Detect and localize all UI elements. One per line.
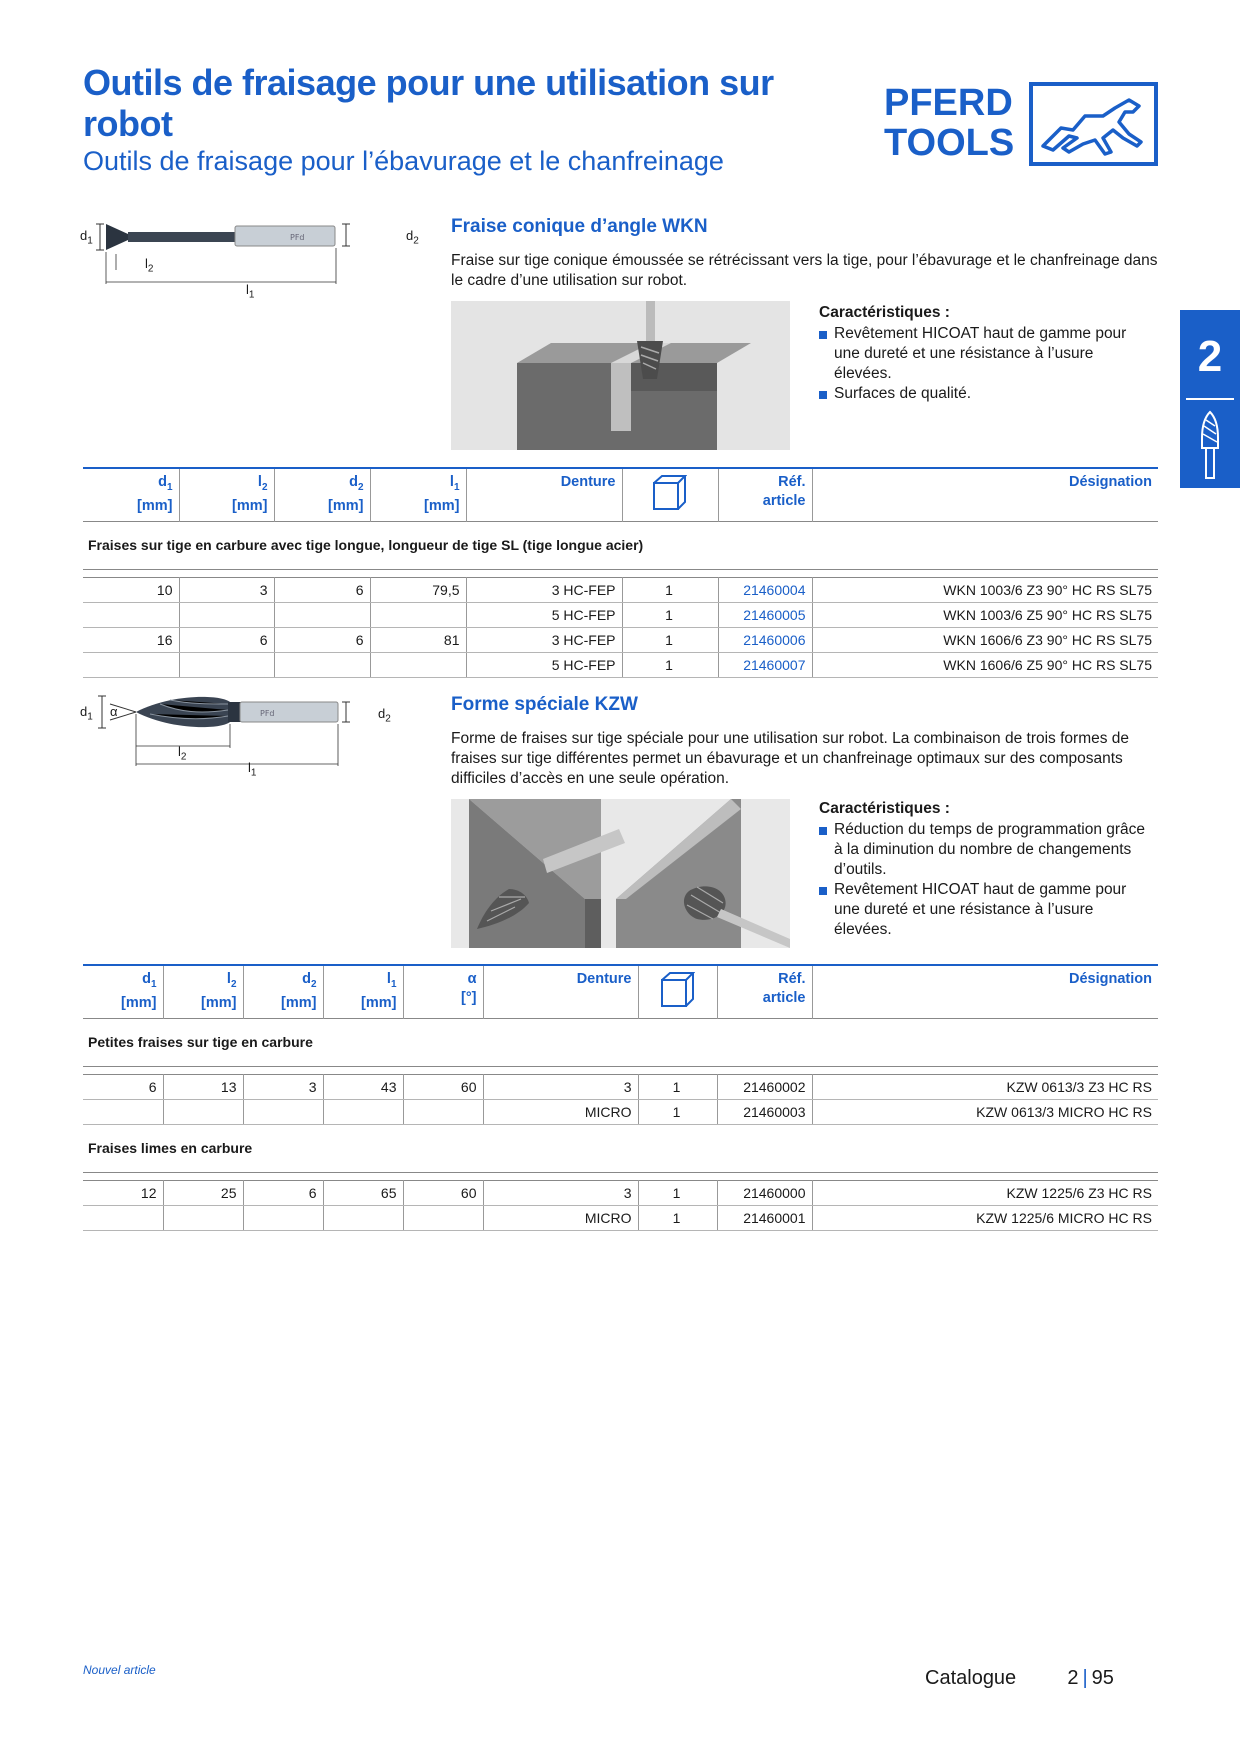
- package-icon: [659, 970, 695, 1008]
- footer-separator: |: [1082, 1667, 1088, 1689]
- col-package: [638, 965, 717, 1019]
- article-ref-link[interactable]: 21460006: [718, 628, 812, 653]
- table-row[interactable]: 5 HC-FEP 1 21460007 WKN 1606/6 Z5 90° HC RS SL75: [83, 653, 1158, 678]
- wkn-tool-drawing: [80, 210, 440, 300]
- section2-description: Forme de fraises sur tige spéciale pour une utilisation sur robot. La combinaison de trois formes de fraises sur tige différentes permet un ébavurage et un chanfreinage optimaux sur des composants difficiles d’accès en une seule opération.: [451, 730, 1130, 787]
- logo-line1: PFERD: [884, 82, 1013, 124]
- burr-tool-icon: [1196, 408, 1224, 480]
- col-package: [622, 468, 718, 522]
- kzw-tool-drawing: [80, 690, 440, 780]
- col-alpha: α [°]: [403, 965, 483, 1019]
- table-header-row: [83, 468, 1158, 522]
- horse-logo-icon: [1029, 82, 1158, 166]
- section1-features: [819, 303, 1149, 404]
- col-l1: $l_1$ [mm]: [370, 468, 466, 522]
- wkn-label-l2: $l_2$: [145, 256, 154, 275]
- chapter-divider: [1186, 398, 1234, 400]
- features-title: Caractéristiques :: [819, 304, 950, 321]
- col-d1: $d_1$ [mm]: [83, 965, 163, 1019]
- table-row[interactable]: 10 3 6 79,5 3 HC-FEP 1 21460004 WKN 1003/6 Z3 90° HC RS SL75: [83, 578, 1158, 603]
- feature-item: Réduction du temps de programmation grâce à la diminution du nombre de changements d’outils.: [819, 820, 1149, 880]
- wkn-label-d1: $d_1$: [80, 228, 93, 247]
- pferd-logo: [884, 82, 1158, 166]
- table-row[interactable]: 12 25 6 65 60 3 1 21460000 KZW 1225/6 Z3 HC RS: [83, 1181, 1158, 1206]
- col-ref: Réf. article: [718, 468, 812, 522]
- article-ref[interactable]: 21460003: [717, 1100, 812, 1125]
- chapter-tab[interactable]: [1180, 310, 1240, 488]
- features-title: Caractéristiques :: [819, 800, 950, 817]
- wkn-label-l1: $l_1$: [246, 282, 255, 301]
- article-ref-link[interactable]: 21460005: [718, 603, 812, 628]
- article-ref[interactable]: 21460000: [717, 1181, 812, 1206]
- feature-item: Surfaces de qualité.: [819, 384, 1149, 404]
- table-row[interactable]: MICRO 1 21460003 KZW 0613/3 MICRO HC RS: [83, 1100, 1158, 1125]
- article-ref[interactable]: 21460001: [717, 1206, 812, 1231]
- kzw-application-photo: [451, 799, 790, 948]
- col-l1: $l_1$ [mm]: [323, 965, 403, 1019]
- wkn-table: [83, 467, 1158, 678]
- col-l2: $l_2$ [mm]: [179, 468, 274, 522]
- section2-title: Forme spéciale KZW: [451, 694, 638, 715]
- table-header-row: [83, 965, 1158, 1019]
- footer-catalogue: Catalogue: [925, 1667, 1017, 1689]
- page-subtitle: Outils de fraisage pour l’ébavurage et le chanfreinage: [83, 146, 724, 176]
- col-d2: $d_2$ [mm]: [274, 468, 370, 522]
- section1-description: Fraise sur tige conique émoussée se rétrécissant vers la tige, pour l’ébavurage et le chanfreinage dans le cadre d’une utilisation sur robot.: [451, 252, 1158, 289]
- table-row[interactable]: MICRO 1 21460001 KZW 1225/6 MICRO HC RS: [83, 1206, 1158, 1231]
- table-group-row: Petites fraises sur tige en carbure: [83, 1019, 1158, 1067]
- logo-line2: TOOLS: [884, 122, 1015, 164]
- article-ref[interactable]: 21460002: [717, 1075, 812, 1100]
- section2-features: [819, 799, 1149, 940]
- section1-title: Fraise conique d’angle WKN: [451, 216, 708, 237]
- footer-page: 95: [1091, 1667, 1114, 1689]
- chapter-number: 2: [1197, 332, 1223, 381]
- svg-text:PFd: PFd: [290, 233, 305, 242]
- col-denture: Denture: [483, 965, 638, 1019]
- table-group-row: Fraises sur tige en carbure avec tige longue, longueur de tige SL (tige longue acier): [83, 522, 1158, 570]
- kzw-label-alpha: α: [110, 704, 118, 719]
- feature-item: Revêtement HICOAT haut de gamme pour une dureté et une résistance à l’usure élevées.: [819, 324, 1149, 384]
- kzw-label-l1: $l_1$: [248, 760, 257, 779]
- kzw-label-l2: $l_2$: [178, 744, 187, 763]
- feature-item: Revêtement HICOAT haut de gamme pour une dureté et une résistance à l’usure élevées.: [819, 880, 1149, 940]
- footer-chapter: 2: [1067, 1667, 1079, 1689]
- wkn-application-photo: [451, 301, 790, 450]
- page-footer: [925, 1667, 1114, 1690]
- kzw-table: [83, 964, 1158, 1231]
- col-ref: Réf. article: [717, 965, 812, 1019]
- col-designation: Désignation: [1069, 474, 1152, 490]
- svg-text:PFd: PFd: [260, 709, 275, 718]
- article-ref-link[interactable]: 21460007: [718, 653, 812, 678]
- col-d1: $d_1$ [mm]: [83, 468, 179, 522]
- table-row[interactable]: 6 13 3 43 60 3 1 21460002 KZW 0613/3 Z3 HC RS: [83, 1075, 1158, 1100]
- col-l2: $l_2$ [mm]: [163, 965, 243, 1019]
- table-row[interactable]: 5 HC-FEP 1 21460005 WKN 1003/6 Z5 90° HC RS SL75: [83, 603, 1158, 628]
- article-ref-link[interactable]: 21460004: [718, 578, 812, 603]
- kzw-label-d1: $d_1$: [80, 704, 93, 723]
- col-designation: Désignation: [1069, 971, 1152, 987]
- package-icon: [651, 473, 687, 511]
- col-denture: Denture: [466, 468, 622, 522]
- col-d2: $d_2$ [mm]: [243, 965, 323, 1019]
- new-article-note: Nouvel article: [83, 1663, 156, 1677]
- table-group-row: Fraises limes en carbure: [83, 1125, 1158, 1173]
- kzw-label-d2: $d_2$: [378, 706, 391, 725]
- table-row[interactable]: 16 6 6 81 3 HC-FEP 1 21460006 WKN 1606/6 Z3 90° HC RS SL75: [83, 628, 1158, 653]
- wkn-label-d2: $d_2$: [406, 228, 419, 247]
- page-title: Outils de fraisage pour une utilisation sur robot: [83, 62, 774, 144]
